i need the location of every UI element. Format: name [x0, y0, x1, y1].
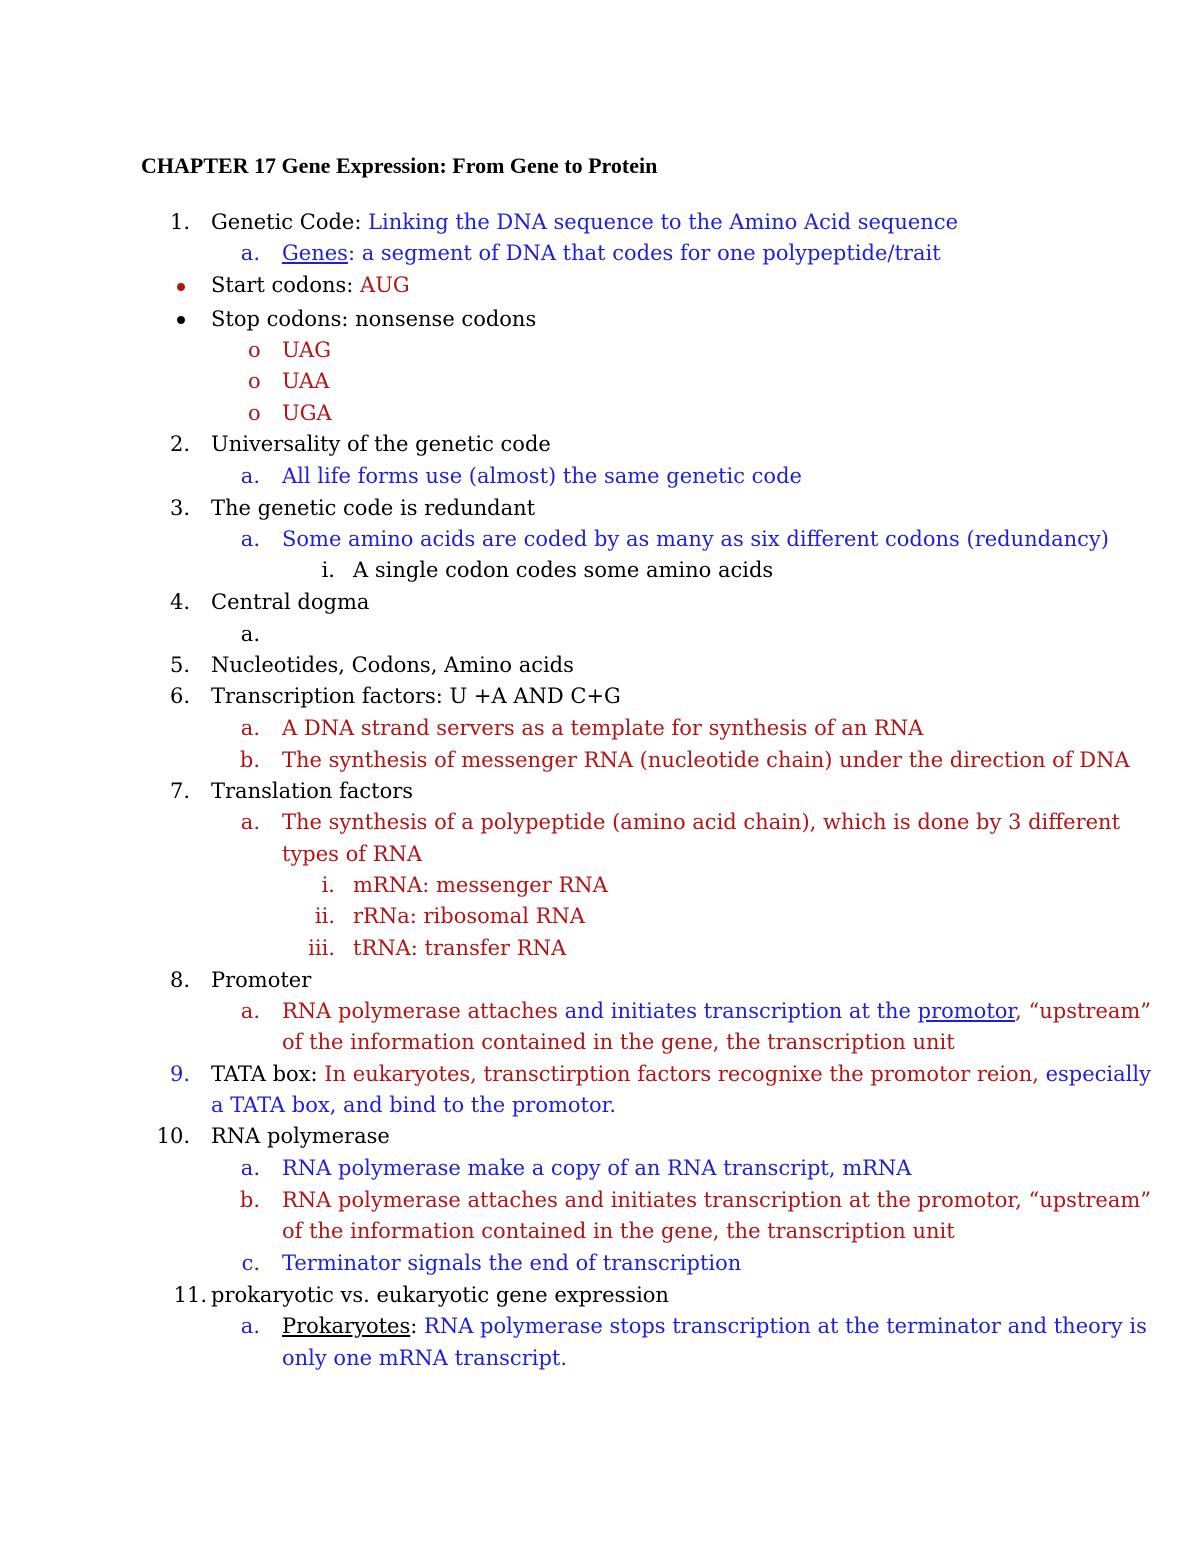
item-6: Transcription factors: U +A AND C+G — [211, 684, 621, 708]
item-10c-marker: c. — [241, 1251, 260, 1275]
item-6b-marker: b. — [239, 748, 260, 772]
item-11a-marker: a. — [240, 1314, 260, 1338]
black-bullet-icon — [177, 316, 185, 324]
item-10: RNA polymerase — [211, 1124, 390, 1148]
item-3ai: A single codon codes some amino acids — [353, 558, 774, 582]
item-8a-line2: of the information contained in the gene, the transcription unit — [282, 1030, 955, 1054]
list-number-6: 6. — [169, 684, 190, 708]
chapter-title: CHAPTER 17 Gene Expression: From Gene to Protein — [141, 153, 658, 178]
item-8a-line1 — [282, 997, 1151, 1025]
item-11: prokaryotic vs. eukaryotic gene expression — [211, 1283, 669, 1307]
item-7: Translation factors — [211, 779, 414, 803]
item-1-text: Linking the DNA sequence to the Amino Acid sequence — [368, 210, 959, 234]
item-1a — [282, 239, 941, 267]
item-7ai-marker: i. — [321, 873, 335, 897]
item-2a-marker: a. — [240, 464, 260, 488]
list-number-5: 5. — [169, 653, 190, 677]
item-3a-marker: a. — [240, 527, 260, 551]
item-1a-marker: a. — [240, 241, 260, 265]
item-7ai: mRNA: messenger RNA — [353, 873, 608, 897]
circle-bullet-icon: o — [248, 401, 261, 425]
item-9-line2: a TATA box, and bind to the promotor. — [211, 1093, 617, 1117]
item-9-blue: especially — [1038, 1062, 1151, 1086]
item-8a-blue: and initiates transcription at the — [564, 999, 918, 1023]
genes-definition: : a segment of DNA that codes for one polypeptide/trait — [347, 241, 941, 265]
item-8a-marker: a. — [240, 999, 260, 1023]
item-9-line1 — [211, 1060, 1151, 1088]
item-4a-marker: a. — [240, 622, 260, 646]
promotor-link[interactable]: promotor — [917, 999, 1016, 1023]
item-6b: The synthesis of messenger RNA (nucleotide chain) under the direction of DNA — [282, 748, 1130, 772]
red-bullet-icon — [177, 283, 185, 291]
item-10c: Terminator signals the end of transcription — [282, 1251, 742, 1275]
stop-codon-uga: UGA — [282, 401, 332, 425]
item-8a-upstream: , “upstream” — [1015, 999, 1152, 1023]
item-7a-line2: types of RNA — [282, 842, 423, 866]
genes-term: Genes — [282, 241, 348, 265]
item-3a: Some amino acids are coded by as many as six different codons (redundancy) — [282, 527, 1109, 551]
list-number-2: 2. — [169, 432, 190, 456]
item-7aii: rRNa: ribosomal RNA — [353, 904, 585, 928]
item-1-label: Genetic Code: — [211, 210, 369, 234]
item-3: The genetic code is redundant — [211, 496, 536, 520]
item-7aiii: tRNA: transfer RNA — [353, 936, 567, 960]
item-11a-line1 — [282, 1312, 1147, 1340]
item-10b-marker: b. — [239, 1188, 260, 1212]
item-5: Nucleotides, Codons, Amino acids — [211, 653, 574, 677]
item-10a: RNA polymerase make a copy of an RNA transcript, mRNA — [282, 1156, 912, 1180]
item-10a-marker: a. — [240, 1156, 260, 1180]
item-7aiii-marker: iii. — [308, 936, 335, 960]
list-number-8: 8. — [169, 968, 190, 992]
start-codons-value: AUG — [360, 273, 410, 297]
item-7a-marker: a. — [240, 810, 260, 834]
list-number-9: 9. — [169, 1062, 190, 1086]
prokaryotes-term: Prokaryotes — [282, 1314, 411, 1338]
list-number-11: 11. — [173, 1283, 207, 1307]
start-codons — [211, 271, 410, 299]
start-codons-label: Start codons: — [211, 273, 361, 297]
item-2a: All life forms use (almost) the same genetic code — [282, 464, 802, 488]
item-1 — [211, 208, 958, 236]
item-6a: A DNA strand servers as a template for synthesis of an RNA — [282, 716, 924, 740]
item-8: Promoter — [211, 968, 312, 992]
circle-bullet-icon: o — [248, 338, 261, 362]
item-6a-marker: a. — [240, 716, 260, 740]
stop-codon-uag: UAG — [282, 338, 331, 362]
item-7a-line1: The synthesis of a polypeptide (amino acid chain), which is done by 3 different — [282, 810, 1121, 834]
list-number-7: 7. — [169, 779, 190, 803]
item-7aii-marker: ii. — [314, 904, 335, 928]
item-4: Central dogma — [211, 590, 370, 614]
list-number-3: 3. — [169, 496, 190, 520]
item-10b-line2: of the information contained in the gene, the transcription unit — [282, 1219, 955, 1243]
prokaryotes-colon: : — [410, 1314, 425, 1338]
stop-codons-label: Stop codons: nonsense codons — [211, 307, 537, 331]
list-number-4: 4. — [169, 590, 190, 614]
item-8a-red: RNA polymerase attaches — [282, 999, 565, 1023]
item-11a-text: RNA polymerase stops transcription at the terminator and theory is — [424, 1314, 1147, 1338]
list-number-1: 1. — [169, 210, 190, 234]
stop-codon-uaa: UAA — [282, 369, 330, 393]
item-3ai-marker: i. — [321, 558, 335, 582]
item-10b-line1: RNA polymerase attaches and initiates transcription at the promotor, “upstream” — [282, 1188, 1152, 1212]
item-2: Universality of the genetic code — [211, 432, 551, 456]
list-number-10: 10. — [156, 1124, 190, 1148]
circle-bullet-icon: o — [248, 369, 261, 393]
item-9-red: In eukaryotes, transctirption factors recognixe the promotor reion, — [324, 1062, 1039, 1086]
item-11a-line2: only one mRNA transcript. — [282, 1346, 568, 1370]
item-9-label: TATA box: — [211, 1062, 325, 1086]
